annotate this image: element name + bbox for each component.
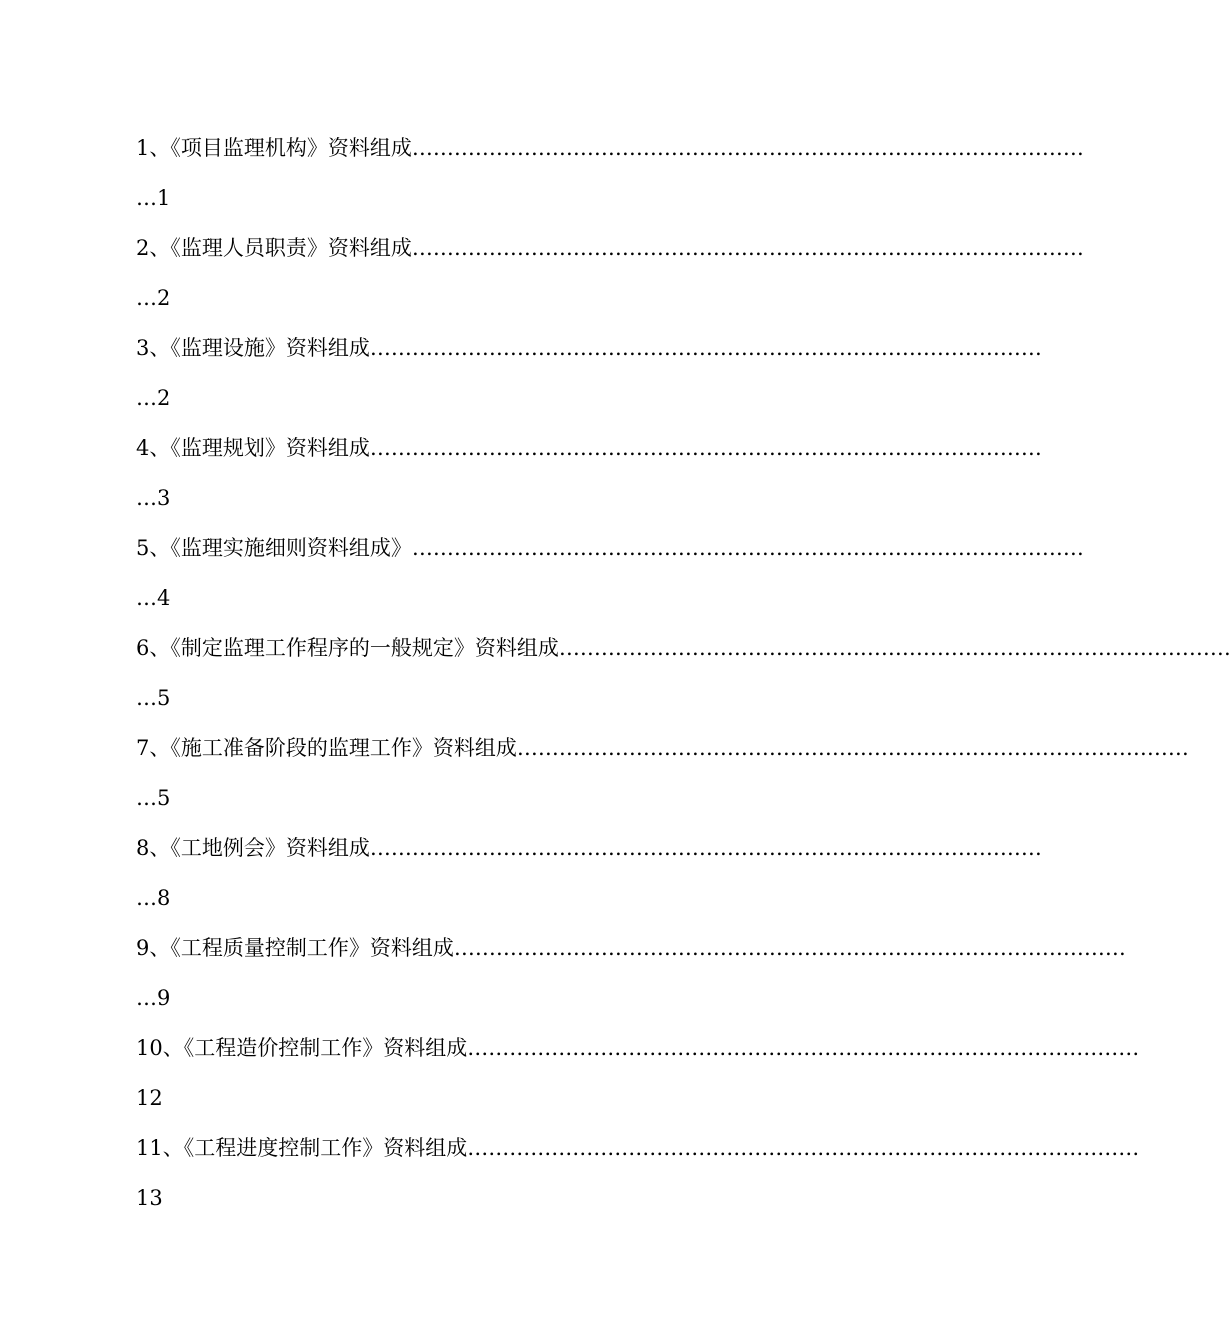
toc-entry-title: 5、《监理实施细则资料组成》 [136, 536, 412, 560]
toc-dot-leader-continuation: … [136, 686, 157, 710]
toc-dot-leader-continuation: … [136, 886, 157, 910]
toc-entry[interactable] [136, 530, 1084, 630]
toc-entry-title: 8、《工地例会》资料组成 [136, 836, 370, 860]
toc-entry-line [136, 730, 1189, 780]
toc-page-number: 4 [157, 586, 171, 610]
toc-entry-title: 9、《工程质量控制工作》资料组成 [136, 936, 454, 960]
toc-entry-page-line [136, 1080, 836, 1130]
toc-dot-leader-continuation: … [136, 986, 157, 1010]
toc-dot-leader: …………………………………………………………………………………… [369, 436, 1042, 460]
toc-entry-title: 1、《项目监理机构》资料组成 [136, 136, 412, 160]
toc-dot-leader: …………………………………………………………………………………… [411, 536, 1084, 560]
toc-dot-leader: …………………………………………………………………………………… [516, 736, 1189, 760]
toc-entry-page-line [136, 480, 836, 530]
toc-entry-line [136, 430, 1042, 480]
toc-page-number: 13 [136, 1186, 163, 1210]
toc-entry[interactable] [136, 1130, 1140, 1230]
toc-dot-leader: …………………………………………………………………………………… [467, 1036, 1140, 1060]
toc-entry-line [136, 130, 1084, 180]
toc-entry[interactable] [136, 930, 1126, 1030]
toc-page-number: 2 [157, 386, 171, 410]
toc-entry-page-line [136, 280, 836, 330]
toc-entry-line [136, 830, 1042, 880]
toc-entry-title: 6、《制定监理工作程序的一般规定》资料组成 [136, 636, 559, 660]
toc-entry-title: 4、《监理规划》资料组成 [136, 436, 370, 460]
toc-entry-line [136, 930, 1126, 980]
toc-dot-leader: …………………………………………………………………………………… [369, 336, 1042, 360]
toc-dot-leader-continuation: … [136, 786, 157, 810]
toc-entry-title: 11、《工程进度控制工作》资料组成 [136, 1136, 468, 1160]
toc-entry-page-line [136, 980, 836, 1030]
toc-page-number: 5 [157, 686, 171, 710]
toc-entry-page-line [136, 380, 836, 430]
toc-page-number: 5 [157, 786, 171, 810]
toc-entry-line [136, 330, 1042, 380]
toc-entry-title: 2、《监理人员职责》资料组成 [136, 236, 412, 260]
toc-entry-line [136, 230, 1084, 280]
toc-entry-line [136, 630, 1231, 680]
toc-entry-line [136, 1030, 1140, 1080]
toc-entry-page-line [136, 680, 836, 730]
toc-entry[interactable] [136, 130, 1084, 230]
toc-dot-leader-continuation: … [136, 486, 157, 510]
toc-dot-leader-continuation: … [136, 286, 157, 310]
toc-dot-leader: …………………………………………………………………………………… [369, 836, 1042, 860]
toc-entry[interactable] [136, 330, 1042, 430]
toc-page-number: 9 [157, 986, 171, 1010]
toc-page-number: 2 [157, 286, 171, 310]
toc-dot-leader: …………………………………………………………………………………… [558, 636, 1231, 660]
toc-dot-leader: …………………………………………………………………………………… [453, 936, 1126, 960]
toc-page-number: 1 [157, 186, 171, 210]
toc-entry[interactable] [136, 830, 1042, 930]
table-of-contents [136, 130, 1231, 1230]
toc-entry[interactable] [136, 630, 1231, 730]
toc-entry-page-line [136, 780, 836, 830]
toc-entry-page-line [136, 580, 836, 630]
toc-entry-line [136, 530, 1084, 580]
toc-entry-page-line [136, 1180, 836, 1230]
toc-dot-leader: …………………………………………………………………………………… [411, 236, 1084, 260]
toc-entry-title: 3、《监理设施》资料组成 [136, 336, 370, 360]
toc-dot-leader-continuation: … [136, 586, 157, 610]
toc-page-number: 12 [136, 1086, 163, 1110]
toc-entry-title: 10、《工程造价控制工作》资料组成 [136, 1036, 468, 1060]
toc-entry[interactable] [136, 430, 1042, 530]
toc-entry[interactable] [136, 230, 1084, 330]
toc-page-number: 3 [157, 486, 171, 510]
toc-entry[interactable] [136, 1030, 1140, 1130]
toc-entry-title: 7、《施工准备阶段的监理工作》资料组成 [136, 736, 517, 760]
toc-entry-page-line [136, 180, 836, 230]
toc-entry[interactable] [136, 730, 1189, 830]
toc-entry-line [136, 1130, 1140, 1180]
toc-dot-leader-continuation: … [136, 386, 157, 410]
toc-dot-leader: …………………………………………………………………………………… [411, 136, 1084, 160]
toc-entry-page-line [136, 880, 836, 930]
toc-dot-leader: …………………………………………………………………………………… [467, 1136, 1140, 1160]
toc-page-number: 8 [157, 886, 171, 910]
toc-dot-leader-continuation: … [136, 186, 157, 210]
